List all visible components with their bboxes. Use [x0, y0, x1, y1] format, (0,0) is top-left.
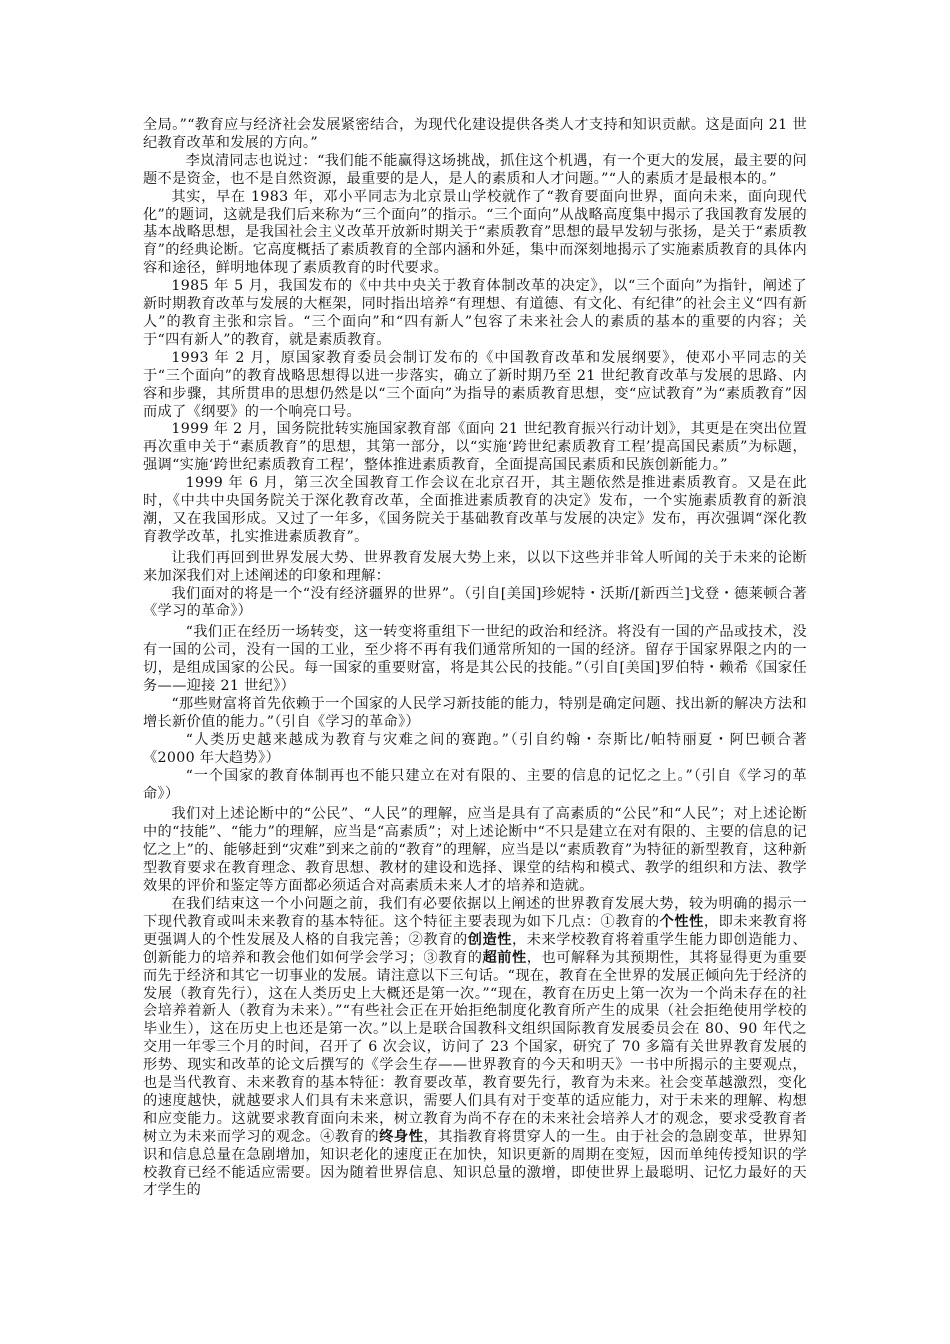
bold-term: 创造性 — [467, 931, 512, 948]
text-run: ，其指教育将贯穿人的一生。由于社会的急剧变革，世界知识和信息总量在急剧增加，知识老化的速度正在加快，知识更新的周期在变短，因而单纯传授知识的学校教育已经不能适应需要。因为随着世界信息、知识总量的激增，即使世界上最聪明、记忆力最好的天才学生的 — [143, 1128, 807, 1199]
text-run: 在我们结束这一个小问题之前，我们有必要依据以上阐述的世界教育发展大势，较为明确的揭示一下现代教育或叫未来教育的基本特征。这个特征主要表现为如下几点：①教育的 — [143, 895, 807, 930]
paragraph: 我们对上述论断中的“公民”、“人民”的理解，应当是具有了高素质的“公民”和“人民”；对上述论断中的“技能”、“能力”的理解，应当是“高素质”；对上述论断中“不只是建立在对有限的、主要的信息的记忆之上”的、能够赶到“灾难”到来之前的“教育”的理解，应当是以“素质教育”为特征的新型教育，这种新型教育要求在教育理念、教育思想、教材的建设和选择、课堂的结构和模式、教学的组织和方法、教学效果的评价和鉴定等方面都必须适合对高素质未来人才的培养和造就。 — [143, 806, 807, 895]
paragraph: 让我们再回到世界发展大势、世界教育发展大势上来，以以下这些并非耸人听闻的关于未来的论断来加深我们对上述阐述的印象和理解： — [143, 549, 807, 584]
paragraph-features — [143, 896, 807, 1200]
bold-term: 终身性 — [379, 1128, 424, 1145]
text-run: ，也可解释为其预期性，其将显得更为重要而先于经济和其它一切事业的发展。请注意以下三句话。“现在，教育在全世界的发展正倾向先于经济的发展（教育先行），这在人类历史上大概还是第一次。”“现在，教育在历史上第一次为一个尚未存在的社会培养着新人（教育为未来）。”“有些社会正在开始拒绝制度化教育所产生的成果（社会拒绝使用学校的毕业生），这在历史上也还是第一次。”以上是联合国教科文组织国际教育发展委员会在 80、90 年代之交用一年零三个月的时间，召开了 6 次会议，访问了 23 个国家，研究了 70 多篇有关世界教育发展的形势、现实和改革的论文后撰写的《学会生存——世界教育的今天和明天》一书中所揭示的主要观点，也是当代教育、未来教育的基本特征：教育要改革，教育要先行，教育为未来。社会变革越激烈，变化的速度越快，就越要求人们具有未来意识，需要人们具有对于变革的适应能力，对于未来的理解、构想和应变能力。这就要求教育面向未来，树立教育为尚不存在的未来社会培养人才的观念，要求受教育者树立为未来而学习的观念。④教育的 — [143, 949, 807, 1145]
quote-paragraph: 我们面对的将是一个“没有经济疆界的世界”。（引自[美国]珍妮特・沃斯/[新西兰]戈登・德莱顿合著《学习的革命》） — [143, 585, 807, 620]
paragraph: 全局。”“教育应与经济社会发展紧密结合，为现代化建设提供各类人才支持和知识贡献。这是面向 21 世纪教育改革和发展的方向。” — [143, 117, 807, 151]
quote-paragraph: “人类历史越来越成为教育与灾难之间的赛跑。”（引自约翰・奈斯比/帕特丽夏・阿巴顿合著《2000 年大趋势》） — [143, 731, 807, 766]
paragraph: 其实，早在 1983 年，邓小平同志为北京景山学校就作了“教育要面向世界，面向未来，面向现代化”的题词，这就是我们后来称为“三个面向”的指示。“三个面向”从战略高度集中揭示了我国教育发展的基本战略思想，是我国社会主义改革开放新时期关于“素质教育”思想的最早发轫与张扬，是关于“素质教育”的经典论断。它高度概括了素质教育的全部内涵和外延，集中而深刻地揭示了实施素质教育的具体内容和途径，鲜明地体现了素质教育的时代要求。 — [143, 188, 807, 277]
text-run: ，即未来教育将更强调人的个性发展及人格的自我完善；②教育的 — [143, 913, 807, 948]
bold-term: 个性性 — [659, 913, 704, 930]
paragraph: 李岚清同志也说过：“我们能不能赢得这场挑战，抓住这个机遇，有一个更大的发展，最主要的问题不是资金，也不是自然资源，最重要的是人，是人的素质和人才问题。”“人的素质才是最根本的。” — [143, 152, 807, 187]
quote-paragraph: “那些财富将首先依赖于一个国家的人民学习新技能的能力，特别是确定问题、找出新的解决方法和增长新价值的能力。”（引自《学习的革命》） — [143, 696, 807, 730]
quote-paragraph: “一个国家的教育体制再也不能只建立在对有限的、主要的信息的记忆之上。”（引自《学习的革命》） — [143, 767, 807, 802]
quote-paragraph: “我们正在经历一场转变，这一转变将重组下一世纪的政治和经济。将没有一国的产品或技术，没有一国的公司，没有一国的工业，至少将不再有我们通常所知的一国的经济。留存于国家界限之内的一切，是组成国家的公民。每一国家的重要财富，将是其公民的技能。”（引自[美国]罗伯特・赖希《国家任务——迎接 21 世纪》） — [143, 624, 807, 695]
bold-term: 超前性 — [482, 949, 527, 966]
paragraph: 1993 年 2 月，原国家教育委员会制订发布的《中国教育改革和发展纲要》，使邓小平同志的关于“三个面向”的教育战略思想得以进一步落实，确立了新时期乃至 21 世纪教育改革与发展的思路、内容和步骤，其所贯串的思想仍然是以“三个面向”为指导的素质教育思想，变“应试教育”为“素质教育”因而成了《纲要》的一个响亮口号。 — [143, 349, 807, 420]
document-body — [143, 117, 807, 1200]
paragraph: 1985 年 5 月，我国发布的《中共中央关于教育体制改革的决定》，以“三个面向”为指针，阐述了新时期教育改革与发展的大框架，同时指出培养“有理想、有道德、有文化、有纪律”的社会主义“四有新人”的教育主张和宗旨。“三个面向”和“四有新人”包容了未来社会人的素质的基本的重要的内容；关于“四有新人”的教育，就是素质教育。 — [143, 278, 807, 348]
text-run: ，未来学校教育将着重学生能力即创造能力、创新能力的培养和教会他们如何学会学习；③教育的 — [143, 931, 807, 966]
paragraph: 1999 年 2 月，国务院批转实施国家教育部《面向 21 世纪教育振兴行动计划》，其更是在突出位置再次重申关于“素质教育”的思想，其第一部分，以“实施‘跨世纪素质教育工程’提高国民素质”为标题，强调“实施‘跨世纪素质教育工程’，整体推进素质教育，全面提高国民素质和民族创新能力。” — [143, 421, 807, 474]
paragraph: 1999 年 6 月，第三次全国教育工作会议在北京召开，其主题依然是推进素质教育。又是在此时，《中共中央国务院关于深化教育改革，全面推进素质教育的决定》发布，一个实施素质教育的新浪潮，又在我国形成。又过了一年多，《国务院关于基础教育改革与发展的决定》发布，再次强调“深化教育教学改革，扎实推进素质教育”。 — [143, 475, 807, 545]
